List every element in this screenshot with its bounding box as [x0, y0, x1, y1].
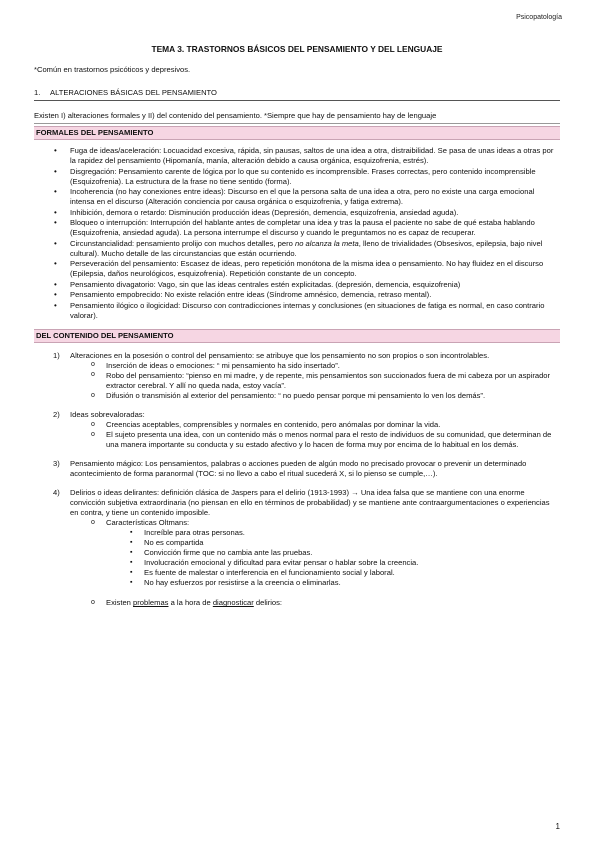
sub-list	[70, 518, 560, 608]
text-run: a la hora de	[168, 598, 213, 608]
circ-text-emphasis: no alcanza la meta	[294, 238, 359, 248]
sub-item: o Inserción de ideas o emociones: “ mi pensamiento ha sido insertado”.	[70, 361, 560, 371]
circ-text-pre: Circunstancialidad: pensamiento prolijo con muchos detalles, pero	[70, 238, 295, 248]
item-text: Ideas sobrevaloradas:	[70, 410, 145, 420]
text-run: delirios:	[253, 598, 283, 608]
page-title: TEMA 3. TRASTORNOS BÁSICOS DEL PENSAMIENTO Y DEL LENGUAJE	[151, 44, 443, 54]
section-number: 1.	[34, 88, 41, 98]
sub-list	[70, 420, 560, 450]
sub-item-label: o Características Oltmans:	[106, 518, 190, 528]
list-item: • Fuga de ideas/aceleración: Locuacidad excesiva, rápida, sin pausas, saltos de una idea a otra, distraibilidad. Se pasa de unas ideas a otras por la rapidez del pensamiento (Hipomanía, manía, alteración debido a causa orgánica, esquizofrenia, estrés).	[34, 146, 560, 166]
numbered-item-4	[34, 488, 560, 608]
underlined-word: problemas	[133, 598, 169, 608]
list-item: • Perseveración del pensamiento: Escasez de ideas, pero repetición monótona de la misma idea o pensamiento. No hay fluidez en el discurso (Epilepsia, daños neurológicos, esquizofrenia). Repetición constante de un concepto.	[34, 259, 560, 279]
contenido-list	[34, 351, 560, 608]
numbered-item-1	[34, 351, 560, 401]
item-number: 4)	[53, 488, 60, 498]
item-text: Delirios o ideas delirantes: definición clásica de Jaspers para el delirio (1913-1993) → Una idea falsa que se mantiene con una enorme convicción subjetiva extraordinaria (no piensan en ello en términos de probabilidad) y se mantiene ante contraargumentaciones o experiencias en contra, y tiene un contenido imposible.	[70, 488, 550, 518]
sub-item-problemas	[70, 598, 560, 608]
list-item: • Disgregación: Pensamiento carente de lógica por lo que su contenido es incomprensible. Frases correctas, pero contenido incomprensible (Esquizofrenia). La estructura de la frase no tiene sentido (forma).	[34, 167, 560, 187]
subsub-item: ▪ Involucración emocional y dificultad para evitar pensar o hablar sobre la creencia.	[106, 558, 560, 568]
item-text: Pensamiento mágico: Los pensamientos, palabras o acciones pueden de algún modo no precisado provocar o prevenir un determinado acontecimiento de forma paranormal (TOC: si no llevo a cabo el ritual sucederá X, si lo pienso se cumple,…).	[70, 459, 527, 479]
content	[34, 44, 560, 617]
header-subject: Psicopatología	[516, 14, 562, 21]
sub-item-caracteristicas	[70, 518, 560, 588]
page-number: 1	[555, 822, 560, 831]
text-run: Existen	[106, 598, 134, 608]
numbered-item-2	[34, 410, 560, 450]
subsub-item: ▪ Es fuente de malestar o interferencia en el funcionamiento social y laboral.	[106, 568, 560, 578]
note: *Común en trastornos psicóticos y depresivos.	[34, 65, 191, 75]
list-item: • Incoherencia (no hay conexiones entre ideas): Discurso en el que la persona salta de una idea a otra, pero no existe una carga emocional intensa en el discurso (Alteración conciencia por causa orgánica o esquizofrenia, y fatiga extrema).	[34, 187, 560, 207]
list-item: • Bloqueo o interrupción: Interrupción del hablante antes de completar una idea y tras la pausa el paciente no sabe de qué estaba hablando (Esquizofrenia, ansiedad aguda). La persona interrumpe el discurso y cuando le preguntamos no es capaz de recuperar.	[34, 218, 560, 238]
list-item: • Pensamiento ilógico o ilogicidad: Discurso con contradicciones internas y conclusiones (en situaciones de fatiga es normal, en caso contrario valorar).	[34, 301, 560, 321]
item-number: 3)	[53, 459, 60, 469]
underlined-word: diagnosticar	[212, 598, 254, 608]
sub-item: o El sujeto presenta una idea, con un contenido más o menos normal para el resto de individuos de su comunidad, que determinan de una manera importante su conducta y su estado afectivo y lo hacen de forma muy por encima de lo habitual en los demás.	[70, 430, 560, 450]
section-heading	[34, 87, 560, 101]
subsub-item: ▪ No es compartida	[106, 538, 560, 548]
formales-list	[34, 146, 560, 321]
section-title: ALTERACIONES BÁSICAS DEL PENSAMIENTO	[50, 88, 217, 98]
subsub-item: ▪ Increíble para otras personas.	[106, 528, 560, 538]
item-number: 2)	[53, 410, 60, 420]
subsub-item: ▪ Convicción firme que no cambia ante las pruebas.	[106, 548, 560, 558]
subsub-item: ▪ No hay esfuerzos por resistirse a la creencia o eliminarlas.	[106, 578, 560, 588]
sub-item: o Difusión o transmisión al exterior del pensamiento: “ no puedo pensar porque mi pensamiento lo ven los demás”.	[70, 391, 560, 401]
numbered-item-3	[34, 459, 560, 479]
list-item: • Pensamiento divagatorio: Vago, sin que las ideas centrales estén explicitadas. (depresión, demencia, esquizofrenia)	[34, 280, 560, 290]
sub-item: o Creencias aceptables, comprensibles y normales en contenido, pero anómalas por dominar la vida.	[70, 420, 560, 430]
item-number: 1)	[53, 350, 60, 360]
circ-text-post: , lleno de trivialidades (Obsesivos, epilepsia, bajo nivel cultural). Mucho detalle de las circunstancias que están ocurriendo.	[70, 238, 543, 258]
list-item-circunstancialidad	[34, 239, 560, 259]
band-formales: FORMALES DEL PENSAMIENTO	[34, 126, 560, 140]
item-text: Alteraciones en la posesión o control del pensamiento: se atribuye que los pensamiento no son propios o son incontrolables.	[70, 350, 490, 360]
band-contenido: DEL CONTENIDO DEL PENSAMIENTO	[34, 329, 560, 343]
sub-item: o Robo del pensamiento: “pienso en mi madre, y de repente, mis pensamientos son succionados fuera de mi cabeza por un aspirador extractor cerebral. Y allí no queda nada, estoy vacía”.	[70, 371, 560, 391]
list-item: • Inhibición, demora o retardo: Disminución producción ideas (Depresión, demencia, esquizofrenia, ansiedad aguda).	[34, 208, 560, 218]
sub-list	[70, 361, 560, 401]
list-item: • Pensamiento empobrecido: No existe relación entre ideas (Síndrome amnésico, demencia, retraso mental).	[34, 290, 560, 300]
subsub-list	[106, 528, 560, 588]
intro-paragraph: Existen I) alteraciones formales y II) del contenido del pensamiento. *Siempre que hay de pensamiento hay de lenguaje	[34, 111, 560, 124]
